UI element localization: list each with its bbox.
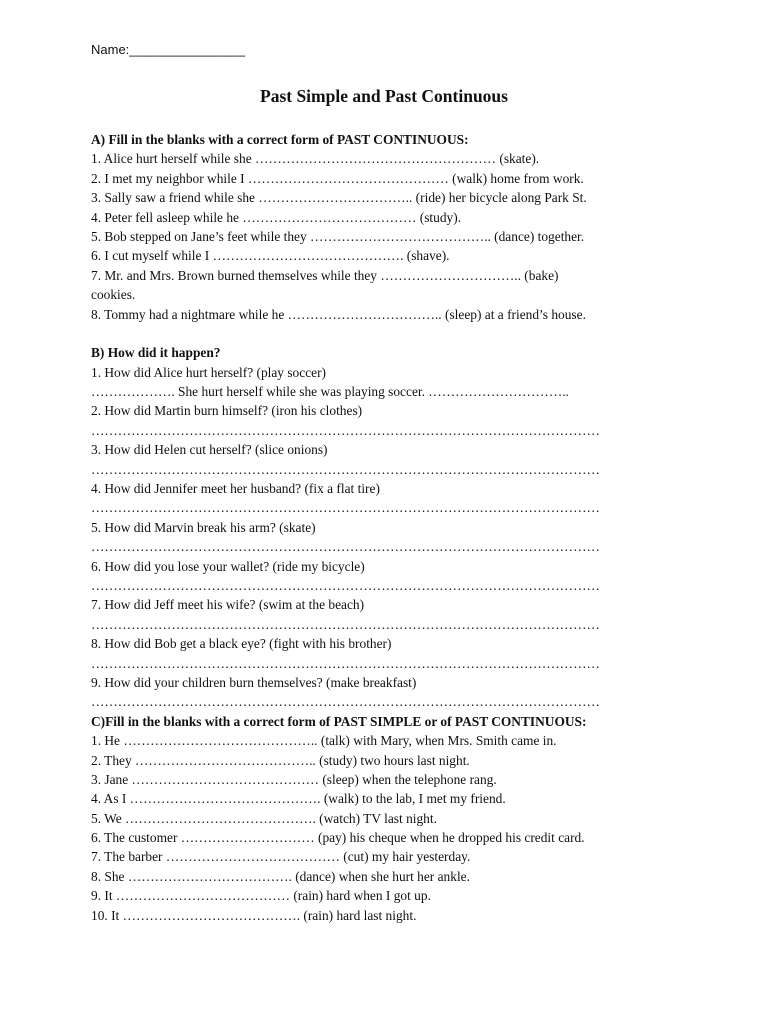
section-b bbox=[91, 343, 671, 711]
section-b-question: 3. How did Helen cut herself? (slice onions) bbox=[91, 442, 328, 458]
section-b-question: 5. How did Marvin break his arm? (skate) bbox=[91, 519, 316, 535]
section-a bbox=[91, 130, 671, 324]
section-c-item: 7. The barber ………………………………… (cut) my hair yesterday. bbox=[91, 849, 471, 865]
section-b-question: 6. How did you lose your wallet? (ride my bicycle) bbox=[91, 558, 365, 574]
section-c-item: 6. The customer ………………………… (pay) his cheque when he dropped his credit card. bbox=[91, 830, 585, 846]
section-c-item: 4. As I ……………………………………. (walk) to the lab, I met my friend. bbox=[91, 791, 506, 807]
section-a-item: 4. Peter fell asleep while he ………………………………… (study). bbox=[91, 209, 462, 225]
section-spacer bbox=[91, 324, 671, 343]
section-b-heading: B) How did it happen? bbox=[91, 345, 221, 361]
worksheet-content bbox=[91, 130, 671, 925]
section-c-item: 2. They ………………………………….. (study) two hours last night. bbox=[91, 752, 470, 768]
section-b-question: 9. How did your children burn themselves? (make breakfast) bbox=[91, 674, 417, 690]
section-c-item: 8. She ………………………………. (dance) when she hurt her ankle. bbox=[91, 868, 470, 884]
section-a-item: 6. I cut myself while I ……………………………………. (shave). bbox=[91, 248, 450, 264]
section-c-item: 9. It ………………………………… (rain) hard when I got up. bbox=[91, 888, 431, 904]
section-b-answer-line: …………………………………………………………………………………………………… bbox=[91, 694, 600, 710]
section-b-answer-line: …………………………………………………………………………………………………… bbox=[91, 422, 600, 438]
section-c-heading: C)Fill in the blanks with a correct form of PAST SIMPLE or of PAST CONTINUOUS: bbox=[91, 713, 587, 729]
section-b-question: 1. How did Alice hurt herself? (play soccer) bbox=[91, 364, 326, 380]
section-b-answer-line: …………………………………………………………………………………………………… bbox=[91, 461, 600, 477]
section-c-item: 5. We ……………………………………. (watch) TV last night. bbox=[91, 810, 437, 826]
section-a-heading: A) Fill in the blanks with a correct form of PAST CONTINUOUS: bbox=[91, 132, 469, 147]
section-a-item: 2. I met my neighbor while I ……………………………………… (walk) home from work. bbox=[91, 170, 584, 186]
section-b-answer-line: …………………………………………………………………………………………………… bbox=[91, 655, 600, 671]
section-a-item: 8. Tommy had a nightmare while he …………………………….. (sleep) at a friend’s house. bbox=[91, 306, 586, 322]
section-c-item: 3. Jane …………………………………… (sleep) when the telephone rang. bbox=[91, 771, 497, 787]
section-c bbox=[91, 712, 671, 925]
section-a-item: 7. Mr. and Mrs. Brown burned themselves while they ………………………….. (bake) bbox=[91, 267, 559, 283]
section-b-question: 2. How did Martin burn himself? (iron his clothes) bbox=[91, 403, 363, 419]
section-b-question: 8. How did Bob get a black eye? (fight with his brother) bbox=[91, 636, 392, 652]
section-a-item: cookies. bbox=[91, 287, 136, 303]
section-b-answer-line: …………………………………………………………………………………………………… bbox=[91, 577, 600, 593]
section-a-item: 5. Bob stepped on Jane’s feet while they ………………………………….. (dance) together. bbox=[91, 228, 585, 244]
page-title: Past Simple and Past Continuous bbox=[260, 86, 508, 106]
section-a-item: 3. Sally saw a friend while she …………………………….. (ride) her bicycle along Park St. bbox=[91, 190, 587, 206]
section-a-item: 1. Alice hurt herself while she ……………………………………………… (skate). bbox=[91, 151, 540, 167]
section-c-item: 1. He …………………………………….. (talk) with Mary, when Mrs. Smith came in. bbox=[91, 733, 557, 749]
section-b-answer-line: …………………………………………………………………………………………………… bbox=[91, 539, 600, 555]
section-b-question: 4. How did Jennifer meet her husband? (fix a flat tire) bbox=[91, 481, 380, 497]
section-b-answer-line: …………………………………………………………………………………………………… bbox=[91, 616, 600, 632]
name-field-label: Name:________________ bbox=[91, 42, 245, 57]
section-c-item: 10. It …………………………………. (rain) hard last night. bbox=[91, 907, 417, 923]
section-b-answer-line: …………………………………………………………………………………………………… bbox=[91, 500, 600, 516]
section-b-question: 7. How did Jeff meet his wife? (swim at the beach) bbox=[91, 597, 365, 613]
section-b-answer-line: ………………. She hurt herself while she was playing soccer. ………………………….. bbox=[91, 384, 569, 400]
